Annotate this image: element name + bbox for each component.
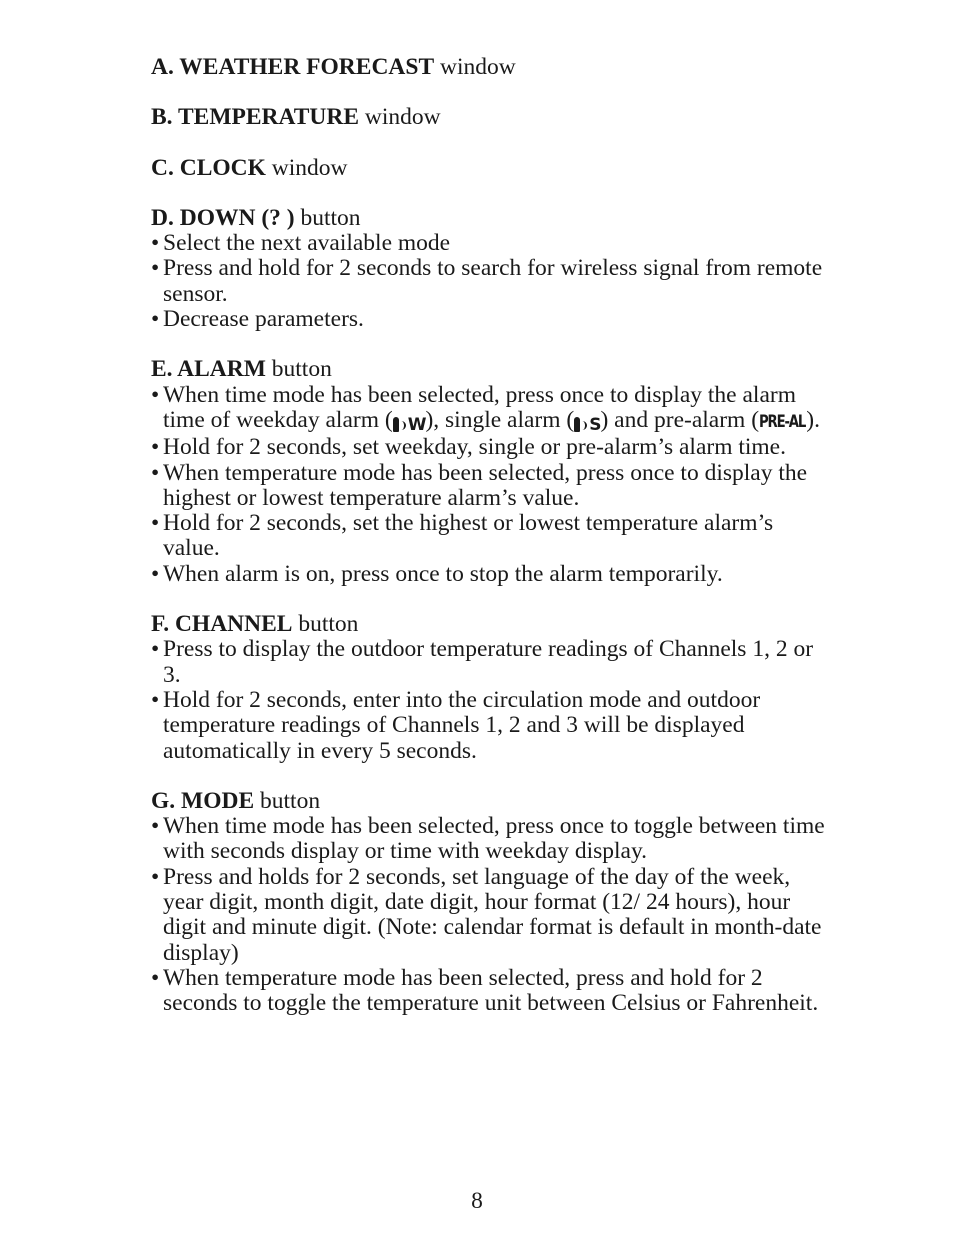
list-item: • Press to display the outdoor temperature readings of Channels 1, 2 or 3. xyxy=(151,637,831,688)
bullet-list xyxy=(151,814,831,1016)
list-item: • Select the next available mode xyxy=(151,231,831,256)
section-heading: G. MODE button xyxy=(151,787,321,814)
section-alarm-button xyxy=(151,357,831,587)
pre-alarm-icon: PRE-AL xyxy=(759,411,806,432)
alarm-weekday-icon: W xyxy=(393,415,426,435)
list-item: • Decrease parameters. xyxy=(151,307,831,332)
alarm-single-icon: S xyxy=(574,415,600,435)
list-item: • Hold for 2 seconds, set weekday, single or pre-alarm’s alarm time. xyxy=(151,435,831,460)
section-heading: E. ALARM button xyxy=(151,356,332,383)
page-number: 8 xyxy=(471,1188,483,1214)
list-item: • When time mode has been selected, press once to toggle between time with seconds display or time with weekday display. xyxy=(151,814,831,865)
list-item: • When time mode has been selected, press once to display the alarm time of weekday alarm ( W), single alarm ( S) and pre-alarm (PRE-AL). xyxy=(151,383,831,436)
section-heading: D. DOWN (? ) button xyxy=(151,204,361,231)
list-item: • Hold for 2 seconds, enter into the circulation mode and outdoor temperature readings of Channels 1, 2 and 3 will be displayed automatically in every 5 seconds. xyxy=(151,688,831,764)
section-channel-button xyxy=(151,612,831,764)
bullet-list xyxy=(151,231,831,332)
section-clock xyxy=(151,156,831,181)
list-item: • Hold for 2 seconds, set the highest or lowest temperature alarm’s value. xyxy=(151,511,831,562)
bullet-list xyxy=(151,637,831,763)
manual-content xyxy=(151,55,831,1042)
bullet-list xyxy=(151,383,831,587)
list-item: • When temperature mode has been selected, press once to display the highest or lowest temperature alarm’s value. xyxy=(151,461,831,512)
section-temperature xyxy=(151,105,831,130)
list-item: • When alarm is on, press once to stop the alarm temporarily. xyxy=(151,562,831,587)
list-item: • Press and holds for 2 seconds, set language of the day of the week, year digit, month digit, date digit, hour format (12/ 24 hours), hour digit and minute digit. (Note: calendar format is default in month-date display) xyxy=(151,865,831,966)
list-item: • When temperature mode has been selected, press and hold for 2 seconds to toggle the temperature unit between Celsius or Fahrenheit. xyxy=(151,966,831,1017)
list-item: • Press and hold for 2 seconds to search for wireless signal from remote sensor. xyxy=(151,256,831,307)
section-heading: A. WEATHER FORECAST window xyxy=(151,54,516,80)
section-heading: C. CLOCK window xyxy=(151,154,348,181)
section-down-button xyxy=(151,206,831,332)
section-weather-forecast xyxy=(151,55,831,80)
section-heading: F. CHANNEL button xyxy=(151,611,359,638)
section-heading: B. TEMPERATURE window xyxy=(151,104,441,131)
section-mode-button xyxy=(151,789,831,1017)
